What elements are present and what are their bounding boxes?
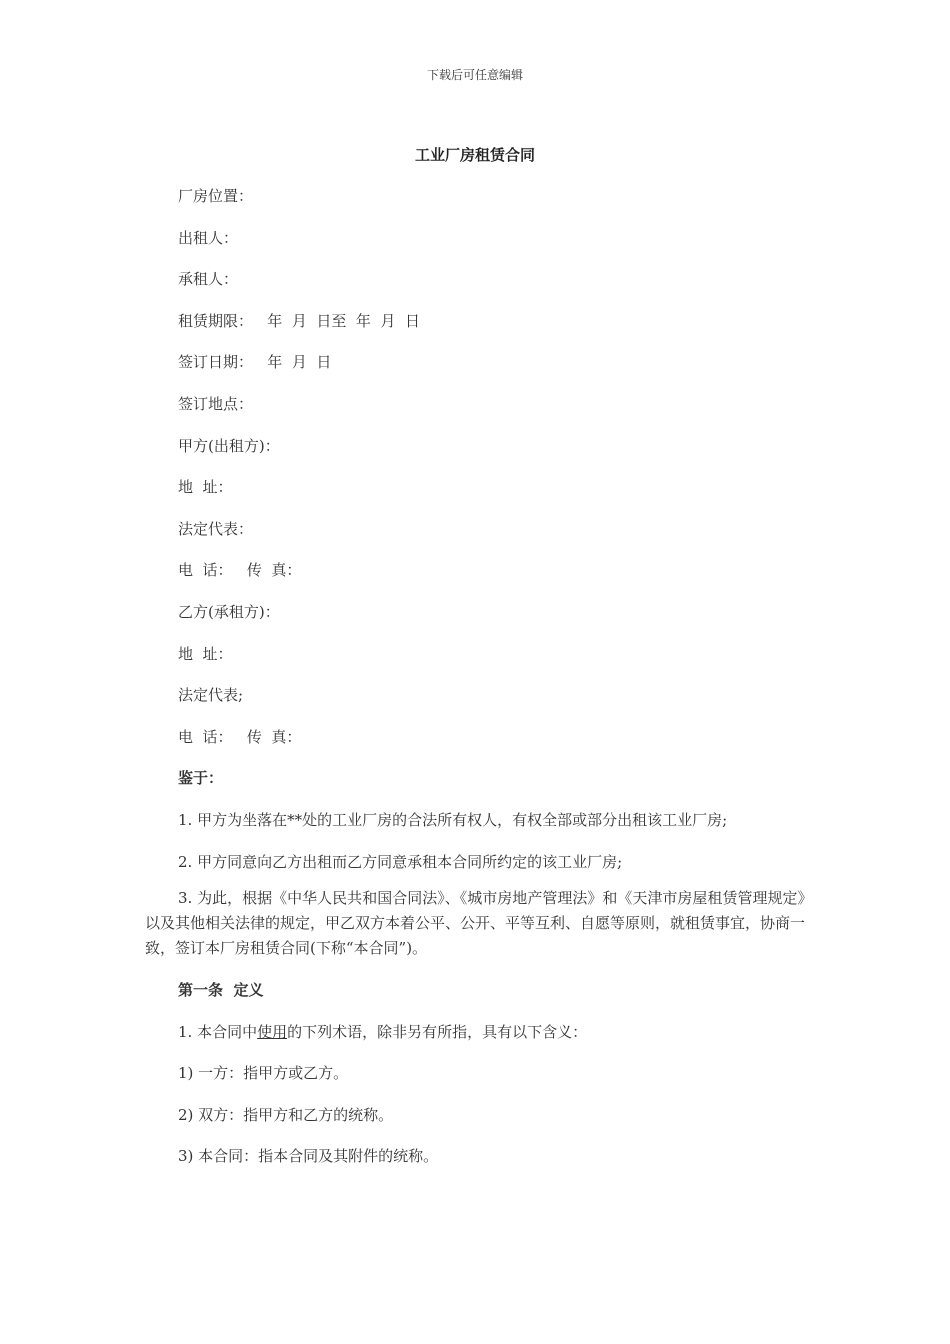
whereas-heading: 鉴于： [178,769,224,788]
article-1-intro-end: 的下列术语，除非另有所指，具有以下含义： [287,1022,588,1041]
party-b-heading: 乙方(承租方)： [178,602,280,621]
field-location: 厂房位置： [178,187,254,205]
document-title: 工业厂房租赁合同 [414,146,535,164]
contract-body [145,185,805,1187]
article-1-heading: 第一条 定义 [178,981,264,1000]
whereas-item-3: 3. 为此，根据《中华人民共和国合同法》、《城市房地产管理法》和《天津市房屋租赁管理规定》以及其他相关法律的规定，甲乙双方本着公平、公开、平等互利、自愿等原则，就租赁事宜，协商一致，签订本厂房租赁合同(下称“本合同”)。 [145,889,806,958]
field-sign-date: 签订日期： 年 月 日 [178,353,332,372]
party-a-representative: 法定代表： [178,519,254,538]
definition-3: 3) 本合同：指本合同及其附件的统称。 [178,1147,439,1166]
party-a-heading: 甲方(出租方)： [178,436,280,455]
party-b-representative: 法定代表; [178,686,244,705]
party-b-phone-fax: 电 话： 传 真： [178,727,302,746]
page-header-note: 下载后可任意编辑 [426,68,523,82]
field-sign-place: 签订地点： [178,394,254,413]
field-lessee: 承租人： [178,270,239,289]
whereas-item-2: 2. 甲方同意向乙方出租而乙方同意承租本合同所约定的该工业厂房; [178,852,623,871]
article-1-intro-start: 1. 本合同中 [178,1022,258,1041]
party-b-address: 地 址： [178,644,233,663]
definition-1: 1) 一方：指甲方或乙方。 [178,1064,349,1083]
party-a-address: 地 址： [178,478,233,497]
party-a-phone-fax: 电 话： 传 真： [178,561,302,580]
article-1-intro [145,1021,805,1063]
field-lessor: 出租人： [178,228,239,247]
field-lease-term: 租赁期限： 年 月 日至 年 月 日 [178,311,420,330]
article-1-intro-underlined: 使用 [257,1022,288,1041]
whereas-item-1: 1. 甲方为坐落在**处的工业厂房的合法所有权人，有权全部或部分出租该工业厂房; [178,810,728,829]
definition-2: 2) 双方：指甲方和乙方的统称。 [178,1105,394,1124]
